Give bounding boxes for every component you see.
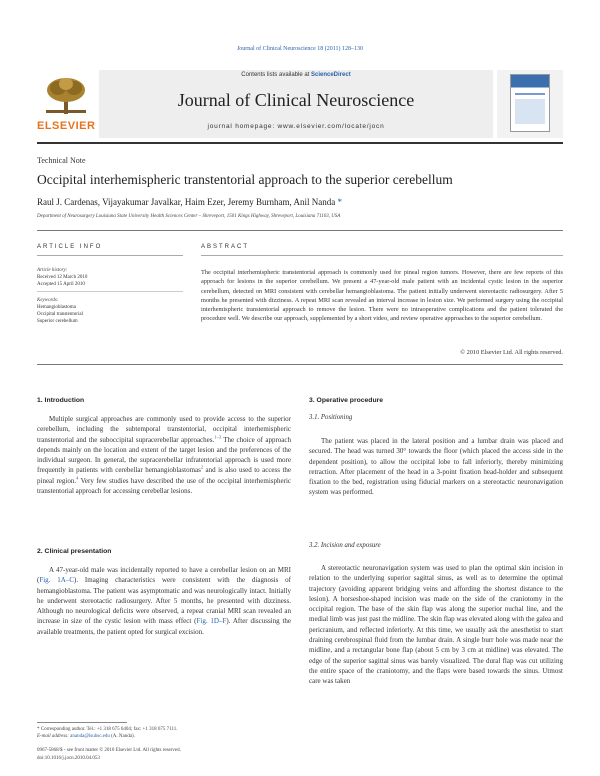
clinical-presentation-paragraph: [37, 565, 291, 637]
article-info-rule: [37, 255, 183, 256]
elsevier-wordmark: ELSEVIER: [37, 120, 96, 132]
figure-link[interactable]: Fig. 1D–F: [196, 617, 227, 626]
email-label: E-mail address:: [37, 734, 71, 739]
masthead-divider: [37, 142, 563, 144]
keywords-label: Keywords:: [37, 298, 59, 303]
section-heading-operative-procedure: 3. Operative procedure: [309, 397, 384, 404]
reference-link[interactable]: 2: [200, 465, 204, 471]
received-date: Received 12 March 2010: [37, 275, 88, 280]
intro-text-4: Very few studies have described the use of the occipital interhemispheric transtentorial approach for accessing cerebellar lesions.: [37, 476, 291, 496]
clinical-text-1: A 47-year-old male was incidentally reported to have a cerebellar lesion on an MRI (: [37, 566, 291, 585]
intro-text-2: The choice of approach depends mainly on the location and extent of the target lesion and the preferences of the individual surgeon. In general, the supracerebellar infratentorial approach is used more frequently in patients with cerebellar hemangioblastomas: [37, 435, 291, 475]
journal-name: Journal of Clinical Neuroscience: [177, 90, 415, 110]
introduction-paragraph: [37, 414, 291, 496]
email-note: [37, 734, 135, 739]
intro-text-3: and is also used to access the pineal region.: [37, 466, 291, 485]
reference-link[interactable]: 1–3: [214, 434, 221, 440]
issn-line: 0967-5868/$ - see front matter © 2010 Elsevier Ltd. All rights reserved.: [37, 748, 181, 753]
elsevier-logo[interactable]: [37, 70, 95, 138]
incision-paragraph: A stereotactic neuronavigation system was used to plan the optimal skin incision in relation to the underlying superior sagittal sinus, as well as to determine the optimal trajectory (avoiding apparent bridging veins and affording the shortest distance to the lesion). A horseshoe-shaped incision was made on the side of the craniotomy in the occipital region. The base of the skin flap was along the superior nuchal line, and the medial limb was just past the midline. The skin flap was elevated along with the galea and pericranium, and reflected inferiorly. At this time, we usually ask the anesthetist to start draining cerebrospinal fluid from the lumbar drain. A single burr hole was made near the midline, and a rectangular bone flap (about 5 cm by 3 cm at midline) was elevated. The edge of the superior sagittal sinus was barely visualized. The dural flap was cut utilizing the entire space of the craniotomy, and the flaps were based towards the sinus. Utmost care was taken: [309, 564, 563, 686]
abstract-rule: [201, 255, 563, 256]
affiliation: Department of Neurosurgery Louisiana State University Health Sciences Center – Shreveport, 1501 Kings Highway, Shreveport, Louisiana 71103, USA: [37, 214, 341, 219]
email-link[interactable]: ananda@lsuhsc.edu: [70, 734, 110, 739]
figure-link[interactable]: Fig. 1A–C: [39, 576, 74, 585]
subsection-heading-positioning: 3.1. Positioning: [309, 414, 353, 421]
journal-citation[interactable]: Journal of Clinical Neuroscience 18 (2011) 128–130: [236, 46, 364, 52]
section-heading-introduction: 1. Introduction: [37, 397, 85, 404]
keyword: Hemangioblastoma: [37, 305, 76, 310]
journal-cover-thumbnail: [497, 70, 563, 138]
abstract-heading: ABSTRACT: [201, 244, 250, 250]
masthead: [37, 70, 563, 138]
cover-image: [510, 74, 550, 132]
keyword: Superior cerebellum: [37, 319, 78, 324]
elsevier-tree-icon: [44, 76, 88, 114]
article-history-label: Article history:: [37, 268, 68, 273]
journal-homepage-link[interactable]: journal homepage: www.elsevier.com/locate/jocn: [207, 123, 385, 130]
doi-link[interactable]: doi:10.1016/j.jocn.2010.04.053: [37, 756, 100, 761]
contents-prefix: Contents lists available at: [241, 72, 311, 78]
article-info-heading: ARTICLE INFO: [37, 244, 103, 250]
section-heading-clinical-presentation: 2. Clinical presentation: [37, 548, 112, 555]
sciencedirect-link[interactable]: ScienceDirect: [311, 72, 351, 78]
reference-link[interactable]: 4: [76, 475, 79, 481]
article-type: Technical Note: [37, 156, 86, 165]
abstract-text: The occipital interhemispheric transtentorial approach is commonly used for pineal region tumors. However, there are few reports of this approach for lesions in the superior cerebellum. We present a 47-year-old male patient with an incidental cystic lesion in the superior cerebellum, detected on MRI consistent with cerebellar hemangioblastoma. The patient initially underwent stereotactic radiosurgery. After 5 months he presented with dizziness. A repeat MRI scan revealed an interval increase in lesion size. We performed surgery using the occipital interhemispheric transtentorial approach to remove the lesion. There were no intraoperative complications and the patient tolerated the procedure well. We describe our approach, supplemented by a short video, and review operative approaches to the superior cerebellum.: [201, 269, 563, 323]
corresponding-author-marker[interactable]: *: [335, 197, 342, 207]
author-list: [37, 197, 342, 207]
author-names: Raul J. Cardenas, Vijayakumar Javalkar, Haim Ezer, Jeremy Burnham, Anil Nanda: [37, 197, 336, 207]
subsection-heading-incision: 3.2. Incision and exposure: [309, 542, 381, 549]
article-title: Occipital interhemispheric transtentorial approach to the superior cerebellum: [37, 172, 453, 187]
contents-available-line: [99, 72, 493, 78]
clinical-text-2: ). Imaging characteristics were consistent with the diagnosis of hemangioblastoma. The patient was asymptomatic and was neurologically intact. Initially he underwent stereotactic radiosurgery. After 5 months, he presented with dizziness. Although no neurological deficits were observed, a repeat cranial MRI scan revealed an increase in size of the cystic lesion with mass effect (: [37, 576, 292, 626]
corresponding-author-note: * Corresponding author. Tel.: +1 318 675 6404; fax: +1 318 675 7111.: [37, 727, 178, 732]
keyword: Occipital transtentorial: [37, 312, 83, 317]
clinical-text-3: ). After discussing the available treatments, the patient opted for surgical excision.: [37, 617, 291, 636]
abstract-copyright: © 2010 Elsevier Ltd. All rights reserved.: [460, 349, 563, 356]
accepted-date: Accepted 15 April 2010: [37, 282, 85, 287]
footnote-rule: [37, 722, 127, 723]
journal-header-band: [99, 70, 493, 138]
positioning-paragraph: The patient was placed in the lateral position and a lumbar drain was placed and secured. The head was turned 30° towards the floor (which placed the access side in the dependent position), to allow the occipital lobe to fall inferiorly, thereby minimizing retraction. After placement of the head in a 3-point fixation head-holder and subsequent fixation to the bed, registration using fiducial markers on a stereotactic neuronavigation system was performed.: [309, 437, 563, 497]
abstract-divider: [37, 364, 563, 365]
email-suffix: (A. Nanda).: [109, 734, 135, 739]
article-info-subrule: [37, 291, 183, 292]
intro-text-1: Multiple surgical approaches are commonly used to provide access to the superior cerebellum, including the subtemporal transtentorial, occipital interhemispheric transtentorial and the suboccipital supracerebellar approaches.: [37, 415, 291, 444]
header-divider: [37, 230, 563, 231]
